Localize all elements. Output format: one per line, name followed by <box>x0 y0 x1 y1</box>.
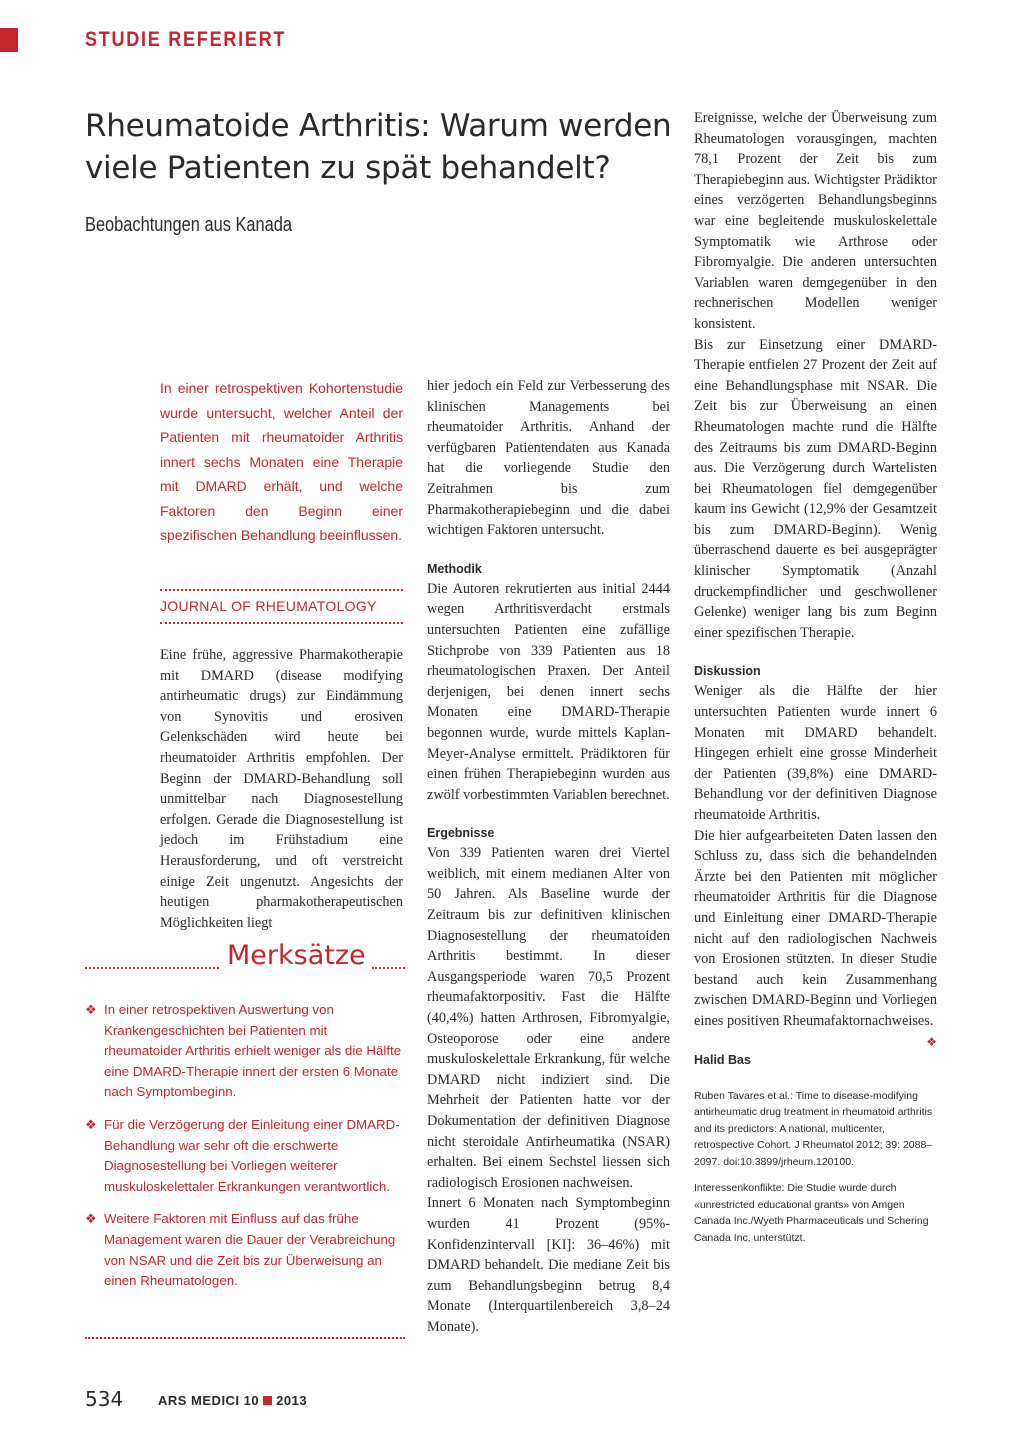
merksatz-item: ❖ Weitere Faktoren mit Einfluss auf das frühe Management waren die Dauer der Verabreichung von NSAR und die Zeit bis zur Überweisung an einen Rheumatologen. <box>85 1211 396 1289</box>
heading-diskussion: Diskussion <box>694 664 761 679</box>
article-lead: In einer retrospektiven Kohortenstudie wurde untersucht, welcher Anteil der Patienten mit rheumatoider Arthritis innert sechs Monaten eine Therapie mit DMARD erhält, und welche Faktoren den Beginn einer spezifischen Behandlung beeinflussen. <box>160 380 403 543</box>
article-title: Rheumatoide Arthritis: Warum werden viele Patienten zu spät behandelt? <box>85 108 672 186</box>
footer-square <box>263 1396 272 1405</box>
footer-journal: ARS MEDICI 10 2013 <box>158 1393 308 1408</box>
divider-top <box>160 589 403 591</box>
merksatz-item: ❖ Für die Verzögerung der Einleitung einer DMARD-Behandlung war sehr oft die erschwerte Diagnosestellung bei Vorliegen weiterer muskuloskelettaler Erkrankungen verantwortlich. <box>85 1116 400 1194</box>
results-paragraph: Bis zur Einsetzung einer DMARD-Therapie entfielen 27 Prozent der Zeit auf eine Behandlungsphase mit NSAR. Die Zeit bis zur Überweisung an einen Rheumatologen machte rund die Hälfte des Zeitraums bis zum DMARD-Beginn aus. Die Verzögerung durch Wartelisten bei Rheumatologen fiel demgegenüber kaum ins Gewicht (12,9% der Gesamtzeit bis zum DMARD-Beginn). Wenig überraschend dauerte es bei ausgeprägter klinischer Symptomatik (Anzahl druckempfindlicher und geschwollener Gelenke) weniger lang bis zum Beginn einer spezifischen Therapie. <box>694 336 937 641</box>
conflict-of-interest: Interessenkonflikte: Die Studie wurde durch «unrestricted educational grants» von Amgen Canada Inc./Wyeth Pharmaceuticals und Schering Canada Inc. unterstützt. <box>694 1182 929 1244</box>
merksaetze-list <box>85 1000 405 1304</box>
section-marker <box>0 28 18 52</box>
heading-methodik: Methodik <box>427 561 482 576</box>
article-subtitle: Beobachtungen aus Kanada <box>85 214 293 236</box>
diamond-bullet-icon: ❖ <box>85 1002 97 1017</box>
results-continuation: Ereignisse, welche der Überweisung zum Rheumatologen vorausgingen, machten 78,1 Prozent der Zeit bis zum Therapiebeginn aus. Wichtigster Prädiktor eines verzögerten Behandlungsbeginns war eine begleitende muskuloskelettale Symptomatik wie Arthrose oder Fibromyalgie. Die anderen untersuchten Variablen waren demgegenüber in den rechnerischen Modellen weniger konsistent. <box>694 110 937 332</box>
journal-name: JOURNAL OF RHEUMATOLOGY <box>160 598 377 614</box>
reference: Ruben Tavares et al.: Time to disease-modifying antirheumatic drug treatment in rheumatoid arthritis and its predictors: A national, multicenter, retrospective Cohort. J Rheumatol 2012; 39: 2088–2097. doi:10.3899/jrheum.120100. <box>694 1089 933 1168</box>
merksaetze-title: Merksätze <box>227 940 366 971</box>
section-label: STUDIE REFERIERT <box>85 28 287 51</box>
intro-continuation: hier jedoch ein Feld zur Verbesserung des klinischen Managements bei rheumatoider Arthritis. Anhand der verfügbaren Patientendaten aus Kanada hat die vorliegende Studie den Zeitrahmen bis zum Pharmakotherapiebeginn und die dabei wichtigen Faktoren untersucht. <box>427 378 670 539</box>
ergebnisse-paragraph: Innert 6 Monaten nach Symptombeginn wurden 41 Prozent (95%-Konfidenzintervall [KI]: 36–46%) mit DMARD behandelt. Die mediane Zeit bis zum Behandlungsbeginn betrug 8,4 Monate (Interquartilenbereich 3,8–24 Monate). <box>427 1195 670 1335</box>
diskussion-paragraph: Die hier aufgearbeiteten Daten lassen den Schluss zu, dass sich die behandelnden Ärzte bei den Patienten mit möglicher rheumatoider Arthritis für die Diagnose und Einleitung einer DMARD-Therapie nicht auf den radiologischen Nachweis von Erosionen stützten. In dieser Studie bestand auch kein Zusammenhang zwischen DMARD-Beginn und Vorliegen eines positiven Rheumafaktornachweises. ❖ <box>694 826 937 1032</box>
intro-paragraph: Eine frühe, aggressive Pharmakotherapie mit DMARD (disease modifying antirheumatic drugs) zur Eindämmung von Synovitis und erosiven Gelenkschäden wird heute bei rheumatoider Arthritis empfohlen. Der Beginn der DMARD-Behandlung soll unmittelbar nach Diagnosestellung erfolgen. Gerade die Diagnosestellung ist jedoch im Frühstadium eine Herausforderung, und oft verstreicht einige Zeit ungenutzt. Angesichts der heutigen pharmakotherapeutischen Möglichkeiten liegt <box>160 647 403 931</box>
column-middle <box>427 376 670 1338</box>
ergebnisse-paragraph: Von 339 Patienten waren drei Viertel weiblich, mit einem medianen Alter von 50 Jahren. Als Baseline wurde der Zeitraum bis zur definitiven klinischen Diagnosestellung der rheumatoiden Arthritis bestimmt. In dieser Ausgangsperiode waren 70,5 Prozent rheumafaktorpositiv. Fast die Hälfte (40,4%) hatten Arthrosen, Fibromyalgie, Osteoporose oder eine andere muskuloskelettale Erkrankung, für welche DMARD nicht indiziert sind. Die Mehrheit der Patienten hatte vor der Dokumentation der definitiven Diagnose nicht steroidale Antirheumatika (NSAR) erhalten. Bei einem Sechstel liessen sich radiologisch Erosionen nachweisen. <box>427 845 670 1191</box>
page-number: 534 <box>85 1387 124 1411</box>
diamond-bullet-icon: ❖ <box>85 1211 97 1227</box>
intro-text <box>160 645 403 933</box>
divider-merksaetze-end <box>85 1337 405 1339</box>
diskussion-paragraph: Weniger als die Hälfte der hier untersuchten Patienten wurde innert 6 Monaten mit DMARD behandelt. Hingegen erhielt eine grosse Minderheit der Patienten (39,8%) eine DMARD-Behandlung vor der definitiven Diagnose rheumatoide Arthritis. <box>694 683 937 823</box>
end-mark-icon: ❖ <box>926 1034 937 1049</box>
author-name: Halid Bas <box>694 1052 751 1067</box>
column-right <box>694 108 937 1246</box>
dotted-leader <box>372 967 405 969</box>
heading-ergebnisse: Ergebnisse <box>427 826 495 841</box>
diamond-bullet-icon: ❖ <box>85 1116 97 1132</box>
merksaetze-header <box>85 940 405 980</box>
methodik-paragraph: Die Autoren rekrutierten aus initial 2444 wegen Arthritisverdacht erstmals untersuchten Patienten eine zufällige Stichprobe von 339 Patienten aus 18 rheumatologischen Praxen. Der Anteil derjenigen, bei denen innert sechs Monaten eine DMARD-Therapie begonnen wurde, wurde mittels Kaplan-Meyer-Analyse ermittelt. Prädiktoren für einen frühen Therapiebeginn wurden aus zwölf vorbestimmten Variablen berechnet. <box>427 580 670 803</box>
divider-bottom <box>160 622 403 624</box>
dotted-leader <box>85 967 219 969</box>
merksatz-item: ❖ In einer retrospektiven Auswertung von Krankengeschichten bei Patienten mit rheumatoider Arthritis erhielt weniger als die Hälfte eine DMARD-Therapie innert der ersten 6 Monate nach Symptombeginn. <box>85 1002 402 1100</box>
